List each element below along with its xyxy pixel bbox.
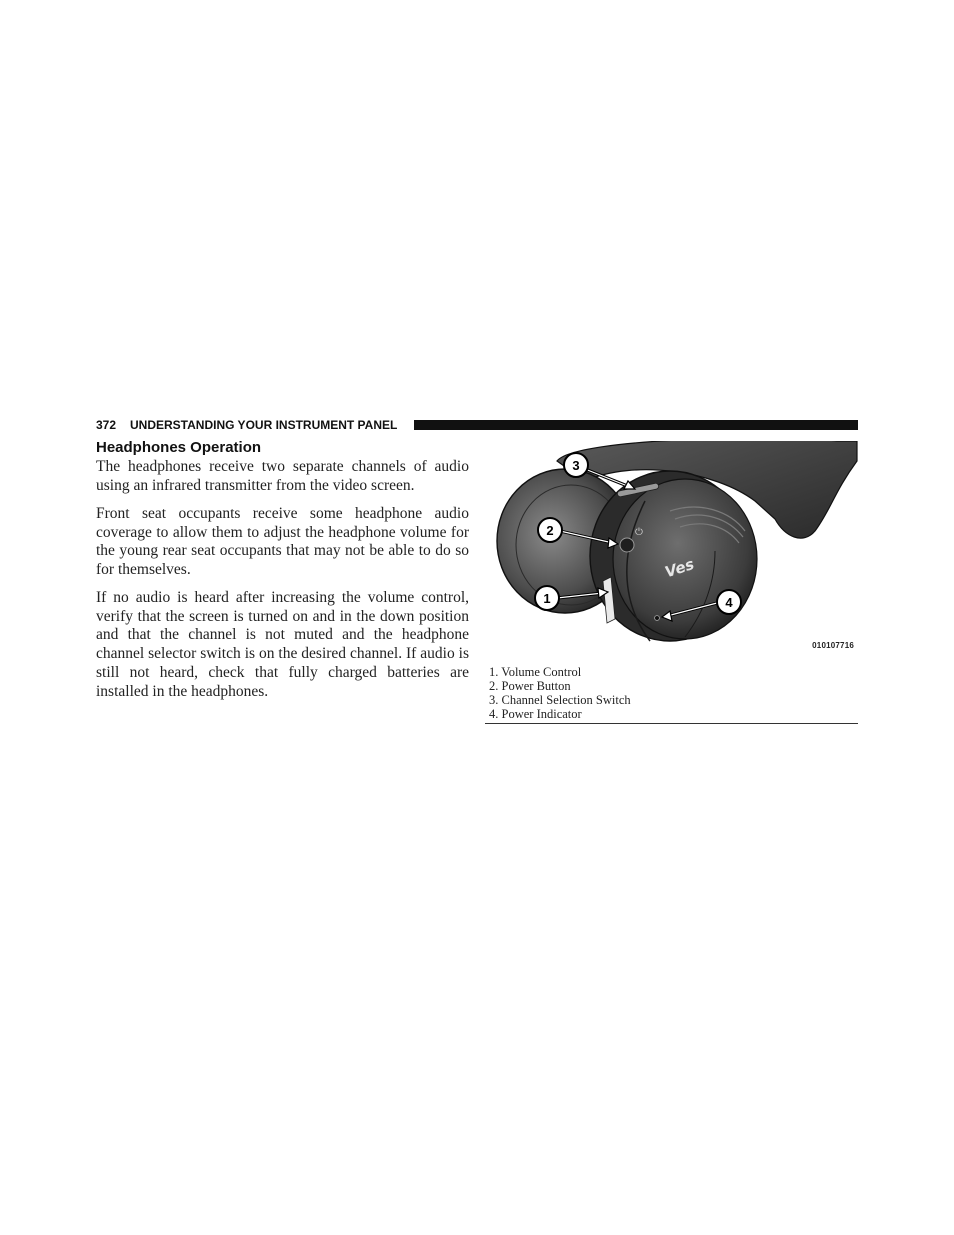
- legend-divider: [485, 723, 858, 724]
- svg-text:4: 4: [725, 595, 733, 610]
- callout-1: [535, 586, 559, 610]
- brand-mark: Ves: [662, 554, 697, 582]
- section-heading: Headphones Operation: [96, 439, 262, 456]
- page-header: [96, 418, 858, 434]
- body-paragraph: The headphones receive two separate channels of audio using an infrared transmitter from the video screen.: [96, 458, 469, 494]
- header-rule-bar: [414, 420, 858, 430]
- power-indicator-shape: [655, 616, 660, 621]
- power-button-shape: [620, 538, 634, 552]
- svg-text:1: 1: [543, 591, 551, 606]
- svg-text:2: 2: [546, 523, 554, 538]
- page-number: 372: [96, 418, 117, 432]
- legend-item: 3. Channel Selection Switch: [489, 693, 631, 707]
- body-paragraph: If no audio is heard after increasing the volume control, verify that the screen is turned on and in the down position and that the channel is not muted and the headphone channel selector switch is on the desired channel. If audio is still not heard, check that fully charged batteries are installed in the headphones.: [96, 589, 469, 700]
- running-header-title: UNDERSTANDING YOUR INSTRUMENT PANEL: [130, 418, 398, 432]
- callout-4: [717, 590, 741, 614]
- legend-item: 4. Power Indicator: [489, 707, 582, 721]
- callout-3: [564, 453, 588, 477]
- figure-legend: [489, 665, 858, 721]
- callout-2: [538, 518, 562, 542]
- power-symbol-icon: ⏻: [635, 527, 643, 538]
- svg-text:3: 3: [572, 458, 580, 473]
- headphones-illustration: [485, 441, 858, 661]
- legend-item: 2. Power Button: [489, 679, 571, 693]
- figure-code: 010107716: [812, 641, 854, 650]
- body-paragraph: Front seat occupants receive some headphone audio coverage to allow them to adjust the headphone volume for the young rear seat occupants that may not be able to do so for themselves.: [96, 505, 469, 579]
- headphones-drawing: [485, 441, 858, 661]
- legend-item: 1. Volume Control: [489, 665, 582, 679]
